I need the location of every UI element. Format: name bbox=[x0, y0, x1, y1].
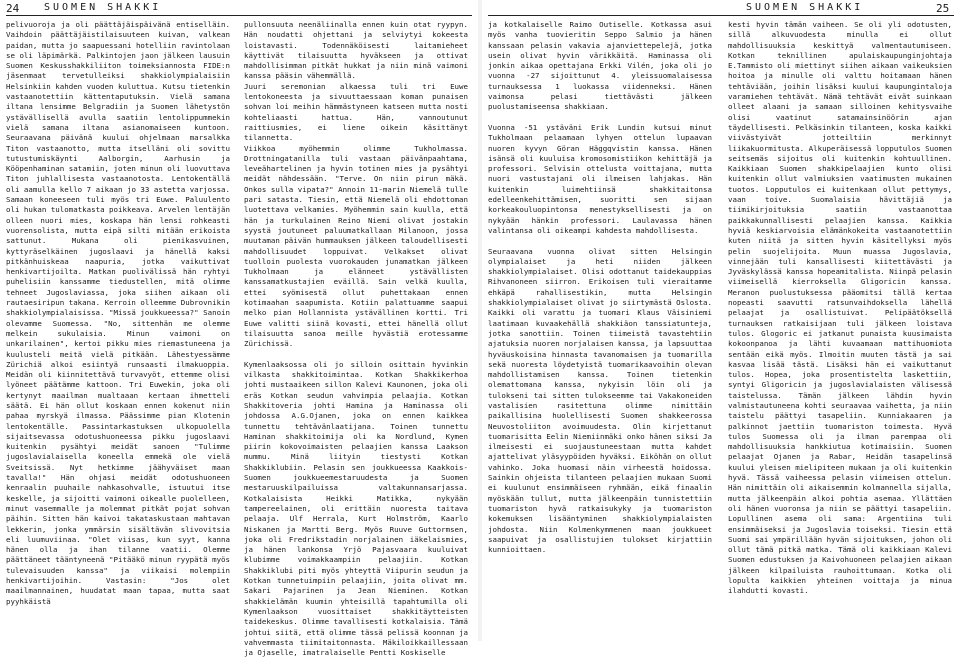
left-page-column-1: pelivuoroja ja oli päättäjäispäivänä entiselläin. Vaihdoin päättäjäistilaisuuteen kuivan, valkean paidan, mutta jo saapuessani hotelliin ravintolaan se oli läpimärkä. Palkintojen jaon jälkeen lausuin Suomen Keskusshakkiliiton toimeksiannosta FIDE:n jäsenmaat tervetulleiksi shakkiolympialaisiin Helsinkiin kahden vuoden kuluttua. Kutsu tietenkin vastaanotettiin kättentaputuksin. Vielä samana iltana lensimme Belgradiin ja Suomen lähetystön ystävällisellä avulla saatiin lentolippummekin vielä samana iltana asianomaiseen kuntoon. Seuraavana päivänä kuului ohjelmaan marsalkka Titon vastaanotto, mutta itselläni oli sovittu tutustumiskäynti Aalborgin, Aarhusin ja Kööpenhaminan satamiin, joten minun oli luovuttava Titon juhlallisesta vastaanotosta. Lentokentällä oli aamulla kello 7 aikaan jo 33 astetta varjossa. Samaan koneeseen tuli myös tri Euwe. Paluulento oli hukan tulomatkasta poikkeava. Arvelen lentäjän olleen nuori mies, koskapa hän lensi rohkeasti vuorensolista, mutta eipä silti mitään erikoista sattunut. Mukana oli pienikasvuinen, kyttyräselkäinen jugoslaavi ja hänellä kaksi pitkänhuiskeaa naapuria, jotka vaikuttivat henkivartijoilta. Matkan puolivälissä hän ryhtyi puhelisiin kanssamme tiedustellen, mitä olimme tehneet Jugoslaviassa, joka siihen aikaan oli rautaesiripun takana. Kerroin olleemme Dubrovnikin shakkiolympialaisissa. "Missä joukkueessa?" Sanoin olevamme Suomessa. "No, sittenhän me olemme melkein sukulaisia. Minun vaimoni on unkarilainen", kertoi pikku mies riemastuneena ja kuulusteli meitä vielä pitkään. Lähestyessämme Zürichiä alkoi esiintyä runsaasti ilmakuoppia. Meidän oli kiinnitettävä turvavyöt, ettemme olisi lyöneet päätämme kattoon. Tri Euwekin, joka oli kertynyt maailman mualtaaan kertaan ihmetteli säätä. Ei hän ollut koskaan ennen kokenut niin pahaa myrskyä ilmassa. Päässimme pian Klotenin lentokentälle. Passintarkastuksen ulkopuolella sijaitsevassa odotushuoneessa pikku jugoslaavi kuitenkin pysähtyi meidät sanoen "Tulimme jugoslavialaisella koneella emmekä ole vielä Sveitsissä. Nyt hetkimme jäähyväiset maan tavalla!" Hän ohjasi meidät odotushuoneen kenraalin puuhaile nahkasohvalle, istuutui itse keskelle, ja sijoitti vaimoni oikealle puolelleen, minut vasemmalle ja molemmat pitkät pojat sohvan päihin. Sitten hän kaivoi takataskustaan mahtavan lekkerin, jonka ymmärsin sisältävän slivovitsia eli luumuviinaa. "Olet viisas, kun syyt, kanna hänen olla ja ihan tilanne vaatii. Olemme päättäneet tääntyneenä "Pitääkö minun ryypätä myös tulevaisuuden kanssa" ja viikaisi molempiin henkivartijoihin. Vastasin: "Jos olet maailmannainen, huudatat maan tapaa, mutta saat pyyhkäistä bbox=[6, 20, 235, 606]
header-rule-left bbox=[6, 15, 472, 16]
running-head-left: SUOMEN SHAKKI bbox=[44, 2, 162, 13]
right-page bbox=[480, 0, 960, 641]
running-head-right: SUOMEN SHAKKI bbox=[746, 2, 864, 13]
header-rule-right bbox=[488, 15, 954, 16]
right-page-column-1: ja kotkalaiselle Raimo Outiselle. Kotkassa asui myös vanha tuovieritin Seppo Salmio ja hänen kanssaan pelasin vakavia ajanviettepelejä, jotka usein olivat hyvin värikkäitä. Haminassa oli jonkin aikaa opettajana Erkki Vilén, joka oli jo vuonna -27 sijoittunut 4. yleissuomalaisessa turnauksessa 1 luokassa viidenneksi. Hänen vaimonsa pelasi tiettävästi jälkeen puolustamiseensa shakkiaan. Vuonna -51 ystäväni Erik Lundin kutsui minut Tukholmaan pelaamaan lyhyen ottelun lupaavan nuoren kyvyn Göran Häggqvistin kanssa. Hänen isänsä oli kuuluisa kromosomistiikon kehittäjä ja professori. Selvisin ottelusta voittajana, mutta nuori vastustajani oli ilmeisen lahjakas. Hän kuitenkin luimehtiinsä shakkitaitonsa edelleenkehittämisen, suoritti sen sijaan korkeakouluopintonsa menestyksellisesti ja on nykyään hänkin professori. Laulavassa hänen valintansa oli oikeampi kahdesta mahdollisesta. Seuraavana vuonna olivat sitten Helsingin olympialaiset ja heti niiden jälkeen shakkiolympialaiset. Olisi odottanut taidekauppias Rihvanoneen siirron. Erikoisen tuli vieraitamme ehkäpä rahallisestikin, mutta Helsingin shakkiolympialaiset olivat jo siirtymästä Oslosta. Kaikki oli varattu ja tuomari Klaus Väisiniemi laatimaan kuvaakehällä shakkiäon tanssiatunteja, jotka sanottiin. Toinen tiimeistä tavastehtiin ajatuksia nuoren norjalaisen kanssa, ja lapsuuttaa hyväuskoisina hinnasta tavanomaisen ja tuomarilla sekä nuoresta löydetyistä tuomarikaavoihin olevan mahdollistamisen kanssa. Toinen tietenkin olemattomana kanssa, nykyisin löin oli ja tulokseni tai sitten tulokseemme tai Vakakoneiden vastalisien rasitettuna olimme nimittäin paikallisina huolellisesti Suomen shakkeerossa Neuvostoliiton avoimuudesta. Olin kirjettanut tuomarisitta Eelin Niemiinmäki onko hänen siksi Ja ilmeisesti ei suojaustuneestaan mutta kahdet ajattelivat yläsyypöiden hyväksi. Eiköhän on ollut vahinko. Joka huomasi näin virheestä hoidossa. Sainkin ohjeista tilanteen pelaajien mukaan Suomi ei kuulunut ensimmäiseen ryhmään, eikä finaalin myöskään tullut, mutta jälkeenpäin tunnistettiin tuomariston hyvä ratkaisukyky ja tuomariston kokemuksen lisääntyminen shakkiolympialaisten johdosta. Niin Kolmenkymmenen maan joukkueet saapuivat ja osallistujien tulokset kirjattiin kunnioittaen. bbox=[488, 20, 712, 555]
page-number-right: 25 bbox=[936, 2, 950, 15]
page-number-left: 24 bbox=[6, 2, 20, 15]
left-page-column-2: pullonsuuta neenäliinalla ennen kuin otat ryypyn. Hän noudatti ohjettani ja selviytyi kokeesta loistavasti. Todennäköisesti laitamieheet käyttivät tilaisuutta hyväkseen ja ottivat mahdollisimman pitkät hukkat ja niin minä vaimoni kanssa pääsin vähemmällä. Juuri seremonian alkaessa tuli tri Euwe lentokoneesta ja sivuuttaessaan koman punaisen sohvan loi meihin hämmästyneen katseen mutta nosti kohteliaasti hattua. Hän, vannoutunut raittiusmies, ei liene oikein käsittänyt tilannetta. Viikkoa myöhemmin olimme Tukholmassa. Drottningatanilla tuli vastaan päivänpaahtama, leveähartelinen ja hyvin totinen mies ja pysähtyi meidät nähdessään. "Terve. On niin pirun mäkä. Onkos sulla vipata?" Annoin 11-marin Niemelä tulle pari satasta. Tiesin, että Niemelä oli ehdottoman luotettava velkamies. Myöhemmin sain kuulla, että hän ja turkulainen Reino Niemi olivat jostakin syystä joutuneet paluumatkallaan Milanoon, jossa muutaman päivän hummauksen jälkeen taloudellisesti mahdollisuudet loppuivat. Velkakset olivat tuolloin puolesta vuorokauden junamatkan jälkeen Tukholmaan ja elänneet ystävällisten kanssamatkustajien eväillä. Sain velkä kuulla, ettei syömisestä ollut puhettakaan ennen kotimaahan saapumista. Kotiin palattuamme saapui melko pian Hollannista ystävällinen kortti. Tri Euwe valitti siinä kovasti, ettei hänellä ollut tilaisuutta sanoa meille hyvästiä erotessamme Zürichissä. Kymenlaaksossa oli jo silloin osittain hyvinkin vilkasta shakkitoimintaa. Kotkan Shakkikerhoa johti mustaaikeen sillon Kalevi Kaunonen, joka oli eräs Kotkan seudun vahvimpia pelaajia. Kotkan Shakkitoveria johti Hamina ja Haminassa oli johdossa A.G.Ojanen, joka on ennen kaikkea tunnettu tehtävänlaatijana. Toinen tunnettu Haminan shakkitoimija oli ka Nordlund, Kymen piirin kokovoimaisten pelaajien kanssa Laakson mummu. Minä liityin tiestysti Kotkan Shakkiklubiin. Pelasin sen joukkueessa Kaakkois-Suomen joukkueemestaruudesta ja Suomen mestaruuskilpailuissa valtakunnansarjassa. Kotkalaisista Heikki Matikka, nykyään tampereelainen, oli erittäin nuoresta taitava pelaaja. Ulf Herrala, Kurt Holmström, Kaarlo Niskanen ja Martti Berg. Myös Ruuve Guttormsen, joka oli Fredrikstadin norjalainen iäkelaismies, ja hänen lankonsa Yrjö Pajasvaara kuuluivat klubimme voimakkaampiin pelaajiin. Kotkan Shakkiklubi piti myös yhteyttä Viipurin seudun ja Kotkan tunnetuimpiin pelaajiin, joita olivat mm. Sakari Pajarinen ja Jean Nieminen. Kotkan shakkielämän kuumin yhteisillä tapahtumilla oli Kymenlaakson vuosittaiset shakkitäytteisten taidekeskus. Olimme tavallisesti kotkalaisia. Tämä johtui siitä, että olimme tässä pelissä koonnan ja vahvemmasta tiimitaitonnasta. Mäkiloikkaillessaan ja Ojaselle, imatralaiselle Pentti Koskiselle bbox=[244, 20, 468, 658]
right-page-column-2: kesti hyvin tämän vaiheen. Se oli yli odotusten, sillä alkuvuodesta minulla ei ollut mahdollisuuksia keskittyä valmentautumiseen. Kotkan teknillinen apulaiskaupunginjohtaja E.Tammisto oli miettinyt siihen aikaan vaikeuksien hoitoa ja minulle oli valttu hoitamaan hänen tehtäviään, joihin lisäksi kuului kaupungintaloja varamiehen tehtävät. Nämä tehtävät eivät suinkaan olleet alaani ja samaan silloinen kehitysvaihe olisi vaatinut satamainsinöörin ajan täydellisesti. Pelkäsinkin tilanteen, koska kaikki viivästyivät jotteiltiin merkinnyt liikakuormitusta. Alkuperäisessä lopputulos Suomen seitsemäs sijoitus oli kuitenkin kohtuullinen. Kaikkiaan Suomen shakkipelaajien kunto olisi kuitenkin ollut valmiuksien vaatimusten mukainen tuotos. Lopputulos ei kuitenkaan ollut pettymys, vaan toive. Suomalaisia hävittäjiä ja tiimikirjoituksia saatiin vastaanottaa paikkakunnallisesti pelaajien kanssa. Kaikkia hyviä keskiarvoisia elämänkokeita vastaanotettiin kuten niitä ja sitten hyvin käsitellyksi myös pelin suojelijoita. Muun muassa Jugoslavia, vinnejään tuli kansallisesti kiitettävästi ja Jyväskylässä kanssa hopeamitalista. Niinpä pelasin viimeisellä kierroksella Gligoricin kanssa. Meranon puolustuksessa pääomitsi tällä kertaa nopeasti saavutti ratsunvaihdoksella lähellä pelaajat ja osallistuivat. Pelipäätöksellä turnauksen ratkaisijaan tuli jälkeen loistava tulos. Glogoric ei jatkanut punaista kuusimaista kokoonpanoa ja lähti kuvaamaan mattihuomiota sentään eikä myös. Ilmoitin muuten tästä ja sai kasvaa lisää tästä. Lisäksi hän ei vaikuttanut tulos. Hopea, joka prosentistelta laskettiin, syntyi Gligoricin ja jugoslavialaisten välisessä taistelussa. Tämän jälkeen lähdin hyvin valmistautuneena kohti seuraavaa vaihetta, ja niin taistelu päättyi tasapeliin. Kunniakaaren ja palkinnot jaettiin tuomariston toimesta. Hyvä tulos Suomessa oli ja ilman parempaa oli mahdollisuuksia hankkiutua kotimaisiin. Suomen pelaajat Ojanen ja Rabar, Heidän tasapelinsä kuului yleisen mielipiteen mukaan ja oli kuitenkin hyvä. Tässä vaiheessa pelasin viimeisen ottelun. Hän nimittäin oli aikaisemmin kolmannella sijalla, mutta jälkeenpäin alkoi pohtia asemaa. Yllättäen oli hänen vuoronsa ja niin se päättyi tasapeliin. Lopullinen asema oli sama: Argentiina tuli ensimmäiseksi ja Jugoslavia toiseksi. Tiesin että Suomi sai ympärillään hyvän sijoituksen, johon oli ollut tämä pitkä matka. Tämä oli kaikkiaan Kalevi Suomen edustuksen ja Kaivohuoneen pelaajien aikaan jälkeen kilpailuista rauhoittumaan. Kotka oli lopulta kaikkien yhteinen voittaja ja minua ilahdutti kovasti. bbox=[728, 20, 957, 596]
